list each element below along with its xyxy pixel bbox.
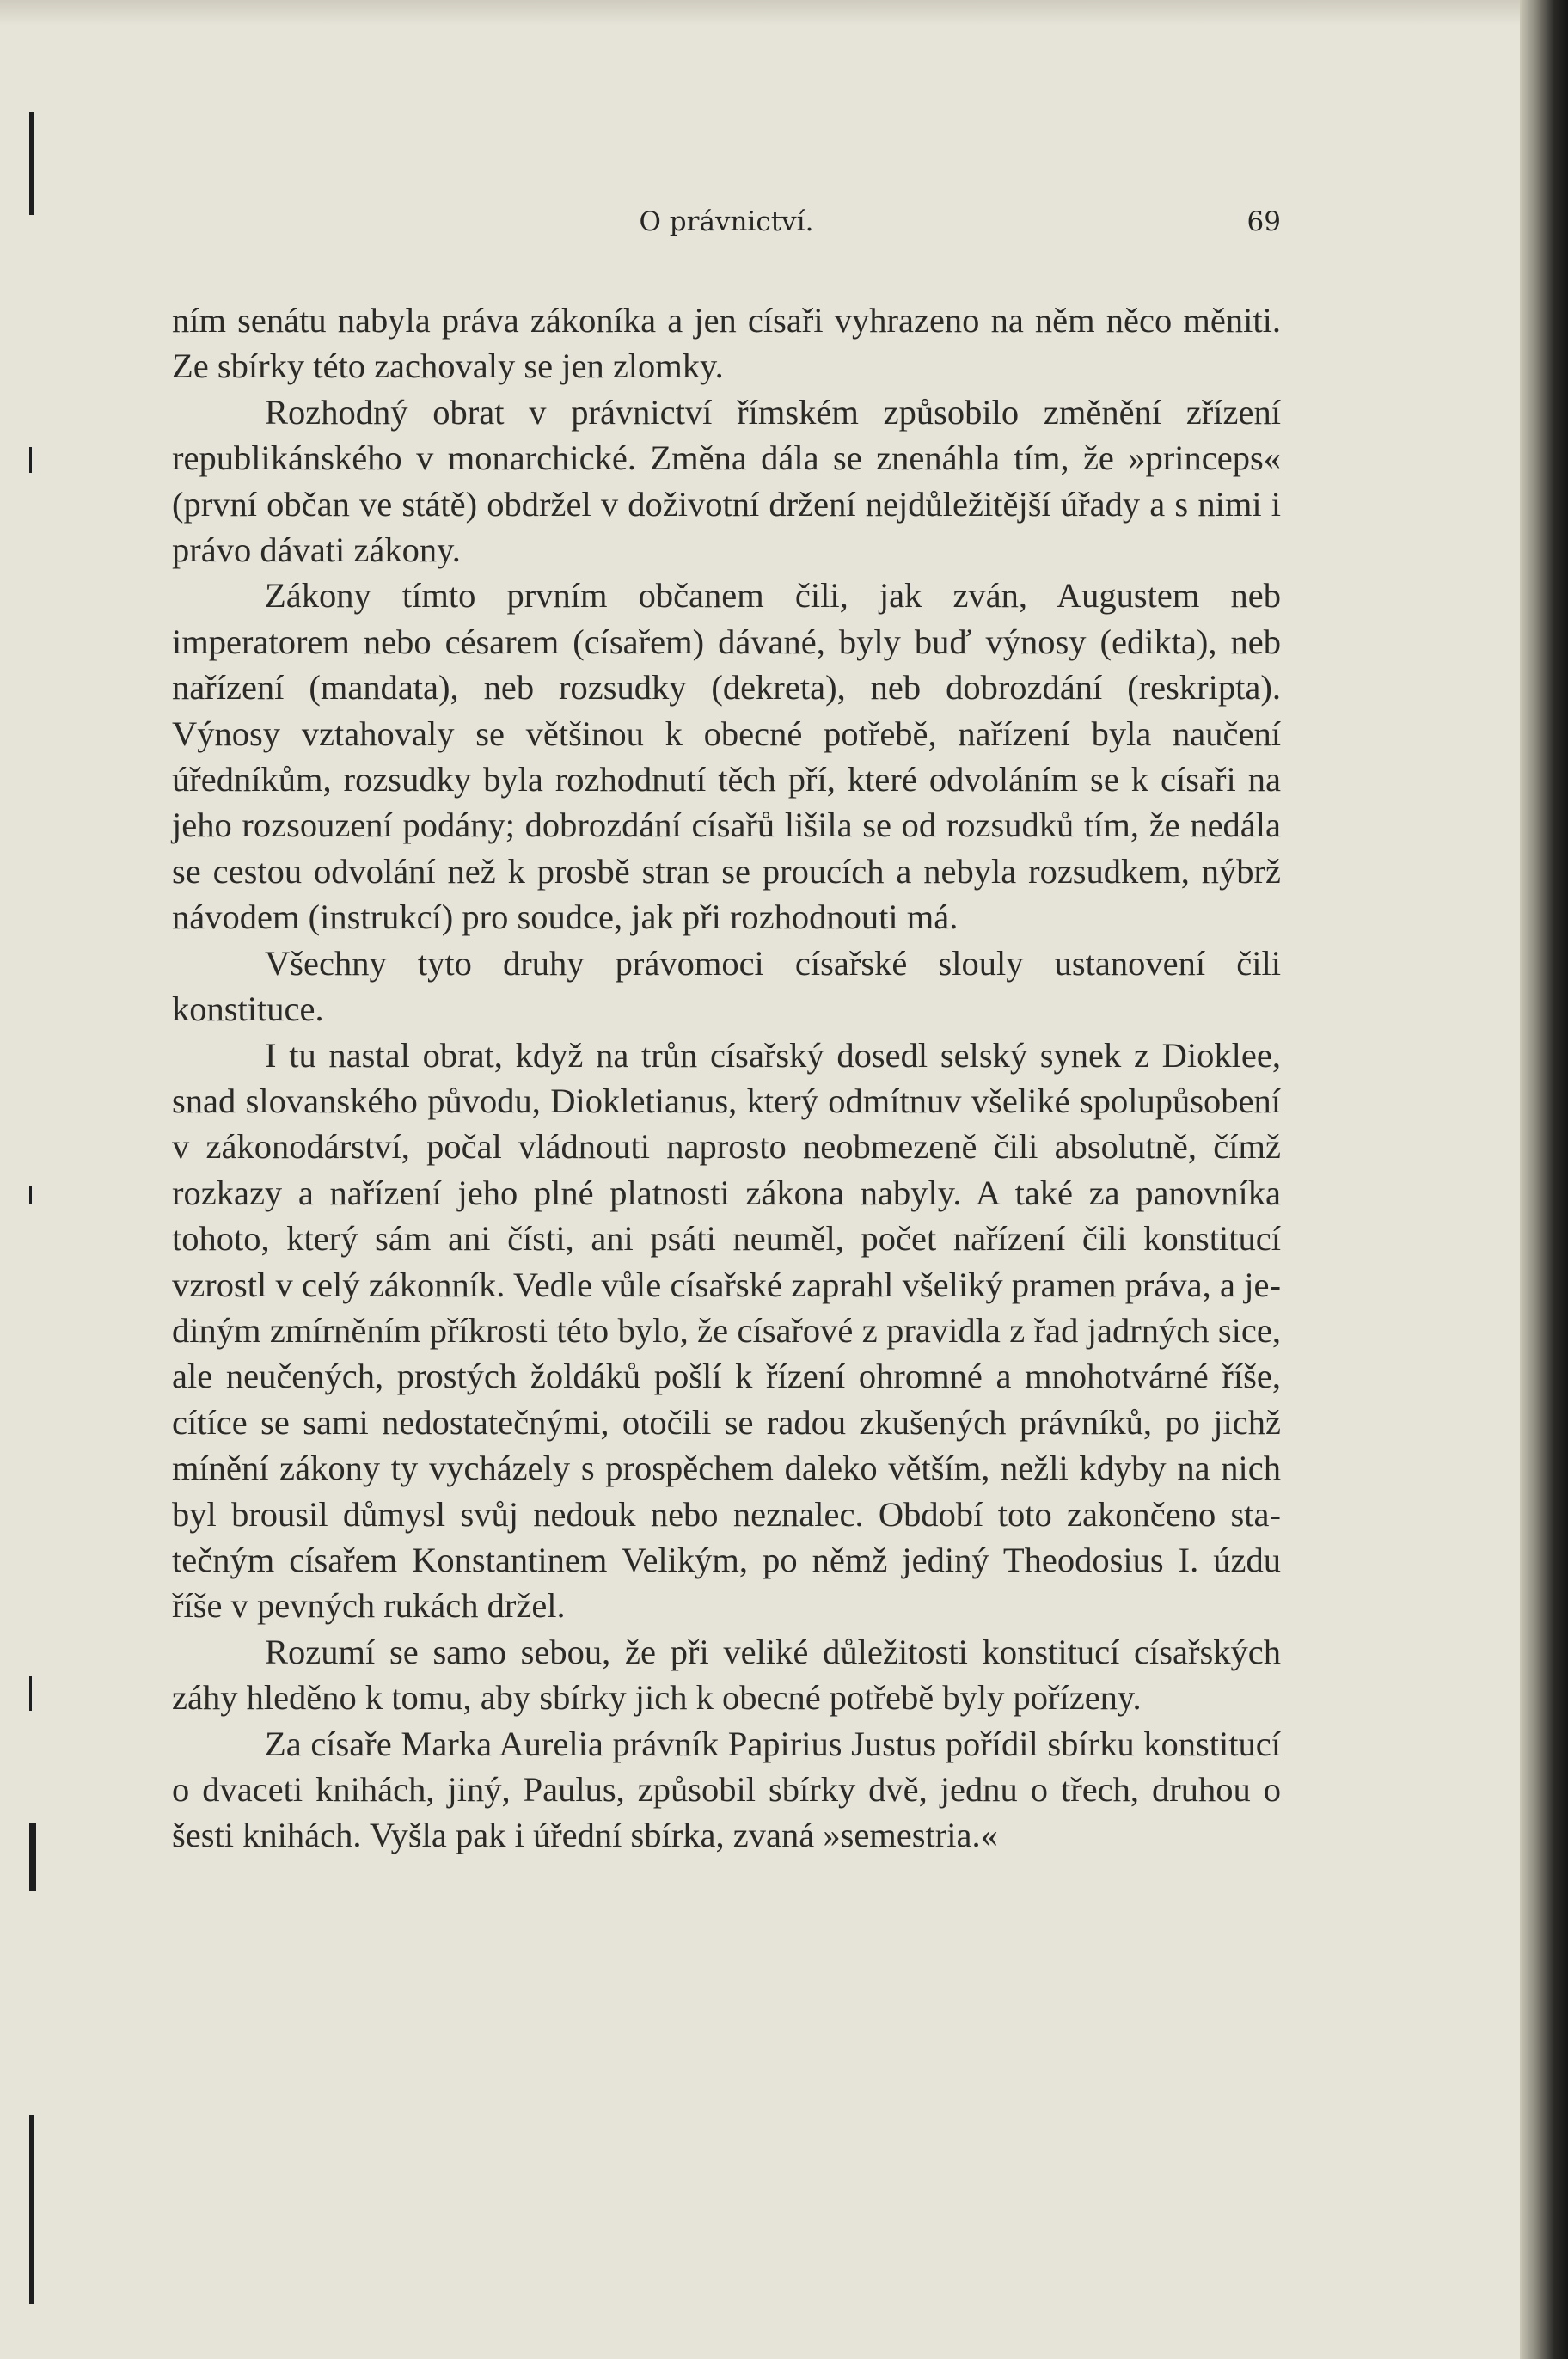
binding-edge-line	[29, 1186, 32, 1204]
paragraph: Všechny tyto druhy právomoci císařské slouly ustanovení čili konstituce.	[172, 943, 1281, 1029]
binding-edge-line	[29, 1823, 36, 1891]
page-number: 69	[1246, 206, 1281, 237]
page-header	[172, 203, 1281, 246]
top-shadow	[0, 0, 1568, 26]
binding-edge-line	[29, 112, 34, 215]
body-text	[172, 297, 1281, 1859]
paragraph: Za císaře Marka Aurelia právník Papirius Justus pořídil sbírku konstitucí o dvaceti knihách, jiný, Paulus, způsobil sbírky dvě, jednu o třech, druhou o šesti knihách. Vyšla pak i úřední sbírka, zvaná »semestria.«	[172, 1724, 1281, 1855]
binding-edge-line	[29, 2115, 34, 2304]
paragraph: Rozhodný obrat v právnictví římském způsobilo změnění zřízení republikánského v monarchické. Změna dála se znenáhla tím, že »princeps« (první občan ve státě) obdržel v doživotní držení nejdůležitější úřady a s nimi i právo dávati zákony.	[172, 392, 1281, 570]
paragraph: Rozumí se samo sebou, že při veliké důležitosti konstitucí císařských záhy hleděno k tomu, aby sbírky jich k obecné potřebě byly pořízeny.	[172, 1632, 1281, 1718]
binding-edge-line	[29, 447, 32, 473]
binding-edge-line	[29, 1676, 32, 1711]
paragraph: I tu nastal obrat, když na trůn císařský dosedl selský synek z Dioklee, snad slovanského původu, Diokletianus, který odmítnuv všeliké spolupůsobení v zákonodárství, počal vládnouti naprosto neobmezeně čili absolutně, čímž rozkazy a nařízení jeho plné platnosti zákona nabyly. A také za panovníka tohoto, který sám ani čísti, ani psáti neuměl, počet nařízení čili konstitucí vzrostl v celý zákonník. Vedle vůle císařské zaprahl všeliký pramen práva, a jediným zmírněním příkrosti této bylo, že císařové z pravidla z řad jadrných sice, ale neučených, prostých žoldáků pošlí k řízení ohromné a mnohotvárné říše, cítíce se sami nedostatečnými, otočili se radou zkušených právníků, po jichž mínění zákony ty vycházely s prospěchem daleko větším, nežli kdyby na nich byl brousil důmysl svůj nedouk nebo neznalec. Období toto zakončeno statečným císařem Konstantinem Velikým, po němž jediný Theodosius I. úzdu říše v pevných rukách držel.	[172, 1035, 1281, 1626]
paragraph: ním senátu nabyla práva zákoníka a jen císaři vyhrazeno na něm něco měniti. Ze sbírky této zachovaly se jen zlomky.	[172, 301, 1281, 386]
page-right-edge-shadow	[1520, 0, 1568, 2359]
running-title: O právnictví.	[639, 206, 814, 237]
paragraph: Zákony tímto prvním občanem čili, jak zván, Augustem neb imperatorem nebo césarem (císařem) dávané, byly buď výnosy (edikta), neb nařízení (mandata), neb rozsudky (dekreta), neb dobrozdání (reskripta). Výnosy vztahovaly se většinou k obecné potřebě, nařízení byla naučení úředníkům, rozsudky byla rozhodnutí těch pří, které odvoláním se k císaři na jeho rozsouzení podány; dobrozdání císařů lišila se od rozsudků tím, že nedála se cestou odvolání než k prosbě stran se proucích a nebyla rozsudkem, nýbrž návodem (instrukcí) pro soudce, jak při rozhodnouti má.	[172, 576, 1281, 937]
